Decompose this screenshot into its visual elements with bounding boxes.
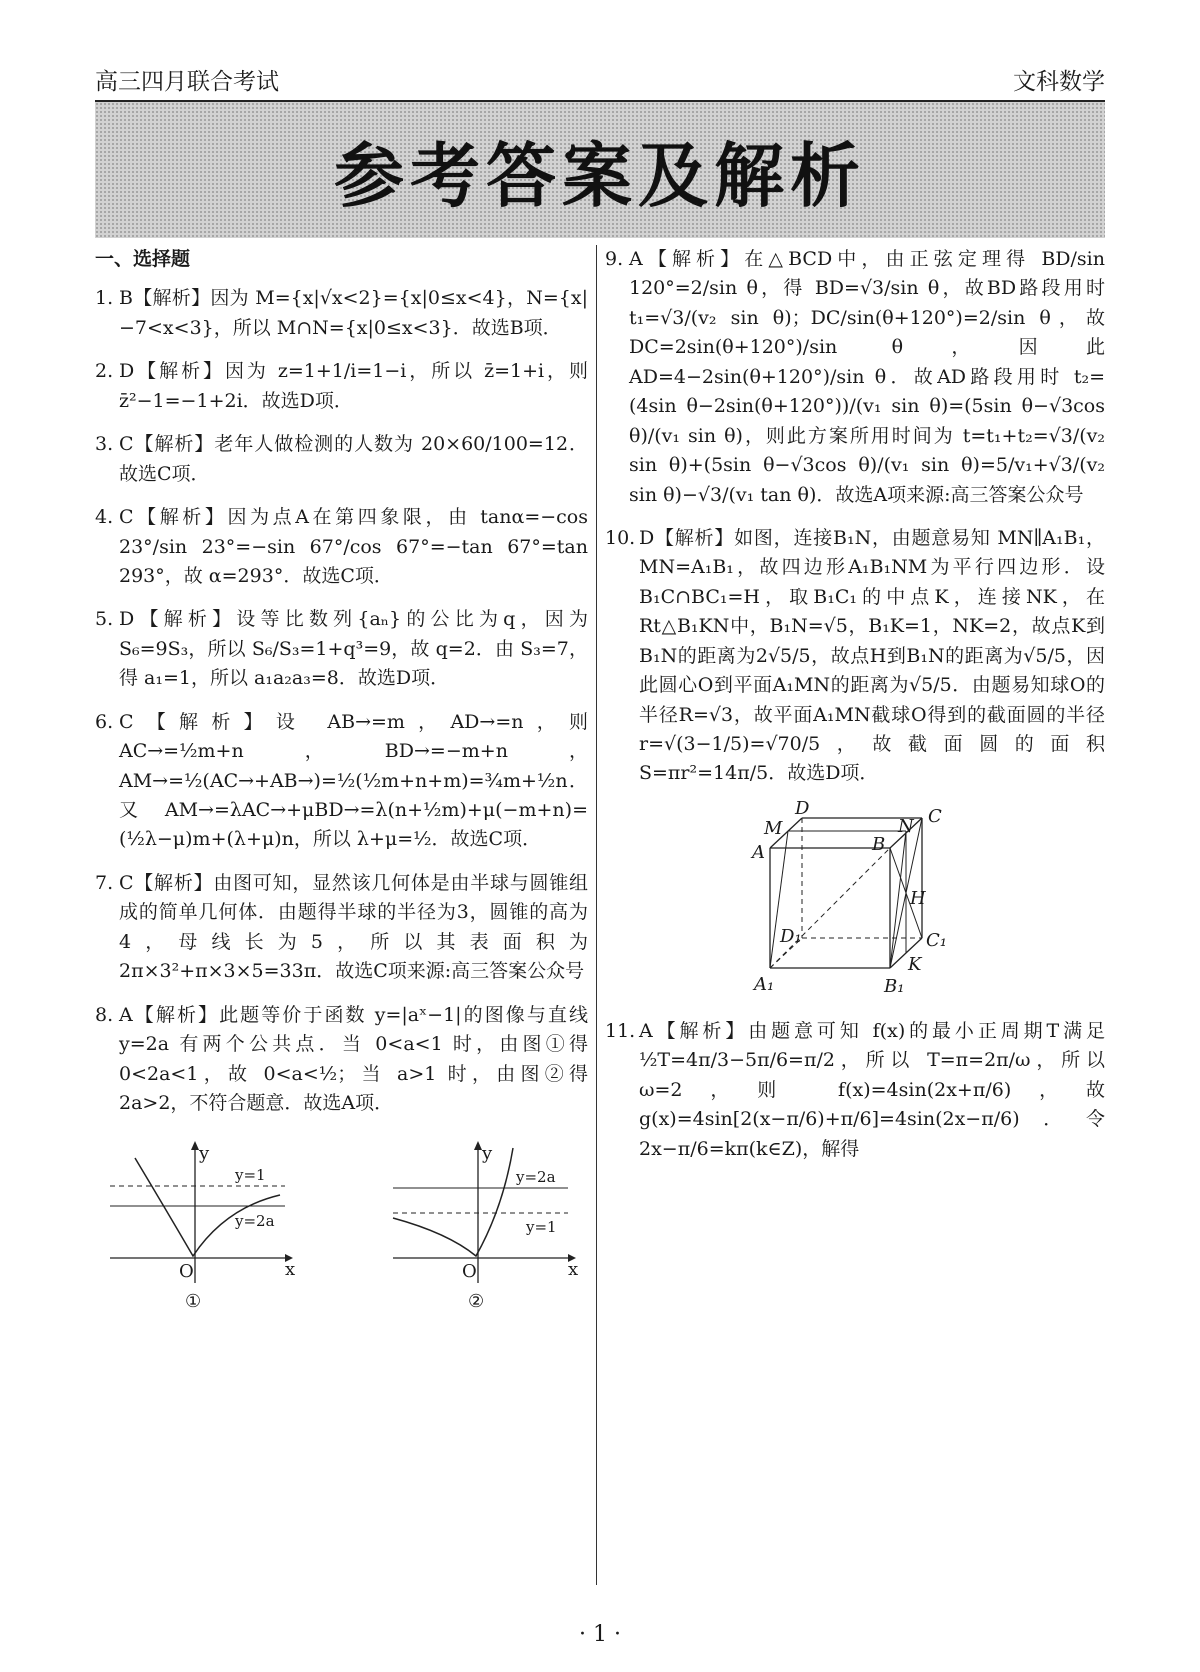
page-number: · 1 · [579, 1622, 621, 1647]
section-title: 一、选择题 [95, 248, 191, 270]
page-header [95, 60, 1105, 102]
answer-item [95, 605, 588, 693]
answer-item [605, 524, 1105, 789]
answer-item [95, 869, 588, 987]
item-number: 9. [605, 248, 624, 270]
graph-figure-2 [388, 1138, 578, 1313]
item-number: 3. [95, 433, 114, 456]
figure-caption: ② [468, 1291, 485, 1313]
y-arrow [191, 1141, 199, 1150]
label-D1: D₁ [780, 925, 802, 947]
label-B: B [872, 833, 886, 855]
y-axis-label: y [199, 1143, 210, 1165]
label-N: N [898, 815, 914, 837]
line-label: y=2a [235, 1212, 275, 1231]
x-axis-label: x [568, 1259, 579, 1281]
answer-item [95, 503, 588, 591]
cube-figure [740, 797, 970, 1003]
answer-item [95, 357, 588, 416]
exam-name: 高三四月联合考试 [95, 69, 279, 95]
label-C1: C₁ [926, 929, 947, 951]
x-axis-label: x [285, 1259, 296, 1281]
item-number: 1. [95, 287, 114, 310]
y-arrow [474, 1141, 482, 1150]
item-number: 4. [95, 506, 114, 529]
label-K: K [908, 953, 922, 975]
label-A: A [752, 841, 765, 863]
curve [393, 1148, 513, 1256]
item-text: A【解析】由题意可知 f(x)的最小正周期T满足 ½T=4π/3−5π/6=π/2，所以 T=π=2π/ω，所以 ω=2，则 f(x)=4sin(2x+π/6)，故 g(x)=4sin[2(x−π/6)+π/6]=4sin(2x−π/6)．令 2x−π/6=kπ(k∈Z)，解得 [639, 1019, 1105, 1160]
item-text: B【解析】因为 M={x|√x<2}={x|0≤x<4}，N={x|−7<x<3}，所以 M∩N={x|0≤x<3}．故选B项． [119, 287, 588, 339]
page-title: 参考答案及解析 [334, 134, 866, 217]
item-number: 10. [605, 526, 636, 549]
right-column [605, 245, 1105, 1178]
label-H: H [910, 887, 926, 909]
graph-figure-1 [105, 1138, 295, 1313]
answer-item [95, 1001, 588, 1119]
label-B1: B₁ [884, 975, 905, 997]
graph-row [95, 1132, 588, 1313]
item-text: C【解析】由图可知，显然该几何体是由半球与圆锥组成的简单几何体．由题得半球的半径为3，圆锥的高为4，母线长为5，所以其表面积为 2π×3²+π×3×5=33π．故选C项来源:高三答案公众号 [119, 871, 588, 983]
column-divider [596, 245, 597, 1585]
item-text: D【解析】因为 z=1+1/i=1−i，所以 z̄=1+i，则 z̄²−1=−1+2i．故选D项． [119, 360, 588, 412]
line-label: y=1 [526, 1218, 557, 1237]
y-axis-label: y [482, 1143, 493, 1165]
item-text: D【解析】如图，连接B₁N，由题意易知 MN∥A₁B₁，MN=A₁B₁，故四边形A₁B₁NM为平行四边形．设 B₁C∩BC₁=H，取B₁C₁的中点K，连接NK，在Rt△B₁KN中，B₁N=√5，B₁K=1，NK=2，故点K到B₁N的距离为2√5/5，故点H到B₁N的距离为√5/5，因此圆心O到平面A₁MN的距离为√5/5．由题易知球O的半径R=√3，故平面A₁MN截球O得到的截面圆的半径 r=√(3−1/5)=√70/5，故截面圆的面积 S=πr²=14π/5．故选D项． [639, 526, 1105, 785]
item-number: 8. [95, 1003, 114, 1026]
label-A1: A₁ [754, 973, 775, 995]
label-D: D [795, 797, 810, 819]
segment [890, 831, 906, 968]
item-text: D【解析】设等比数列{aₙ}的公比为q，因为 S₆=9S₃，所以 S₆/S₃=1+q³=9，故 q=2．由 S₃=7，得 a₁=1，所以 a₁a₂a₃=8．故选D项． [119, 608, 588, 690]
answer-item [95, 284, 588, 343]
item-text: A【解析】在△BCD中，由正弦定理得 BD/sin 120°=2/sin θ，得 BD=√3/sin θ，故BD路段用时 t₁=√3/(v₂ sin θ)；DC/sin(θ+120°)=2/sin θ，故 DC=2sin(θ+120°)/sin θ，因此 AD=4−2sin(θ+120°)/sin θ．故AD路段用时 t₂=(4sin θ−2sin(θ+120°))/(v₁ sin θ)=(5sin θ−√3cos θ)/(v₁ sin θ)，则此方案所用时间为 t=t₁+t₂=√3/(v₂ sin θ)+(5sin θ−√3cos θ)/(v₁ sin θ)=5/v₁+√3/(v₂ sin θ)−√3/(v₁ tan θ)．故选A项来源:高三答案公众号 [629, 248, 1105, 506]
line-label: y=1 [235, 1166, 266, 1185]
item-number: 11. [605, 1019, 636, 1042]
figure-caption: ① [185, 1291, 202, 1313]
answer-item [605, 1017, 1105, 1164]
left-column [95, 245, 588, 1313]
item-number: 6. [95, 710, 114, 733]
item-text: C【解析】老年人做检测的人数为 20×60/100=12．故选C项． [119, 433, 588, 485]
origin-label: O [462, 1261, 477, 1283]
answer-item [95, 430, 588, 489]
item-text: A【解析】此题等价于函数 y=|aˣ−1|的图像与直线 y=2a 有两个公共点．当 0<a<1 时，由图①得 0<2a<1，故 0<a<½；当 a>1 时，由图②得 2a>2，不符合题意．故选A项． [119, 1003, 588, 1114]
item-number: 5. [95, 608, 114, 631]
title-banner [95, 102, 1105, 238]
subject-name: 文科数学 [1013, 69, 1105, 95]
label-M: M [764, 817, 783, 839]
answer-item [605, 245, 1105, 510]
label-C: C [928, 805, 942, 827]
item-text: C【解析】设 AB→=m，AD→=n，则 AC→=½m+n，BD→=−m+n，AM→=½(AC→+AB→)=½(½m+n+m)=¾m+½n．又 AM→=λAC→+μBD→=λ(n+½m)+μ(−m+n)=(½λ−μ)m+(λ+μ)n，所以 λ+μ=½．故选C项． [119, 710, 588, 851]
line-label: y=2a [516, 1168, 556, 1187]
item-text: C【解析】因为点A在第四象限，由 tanα=−cos 23°/sin 23°=−sin 67°/cos 67°=−tan 67°=tan 293°，故 α=293°．故选C项． [119, 506, 588, 587]
origin-label: O [179, 1261, 194, 1283]
item-number: 2. [95, 360, 114, 383]
answer-item [95, 708, 588, 855]
item-number: 7. [95, 871, 114, 894]
